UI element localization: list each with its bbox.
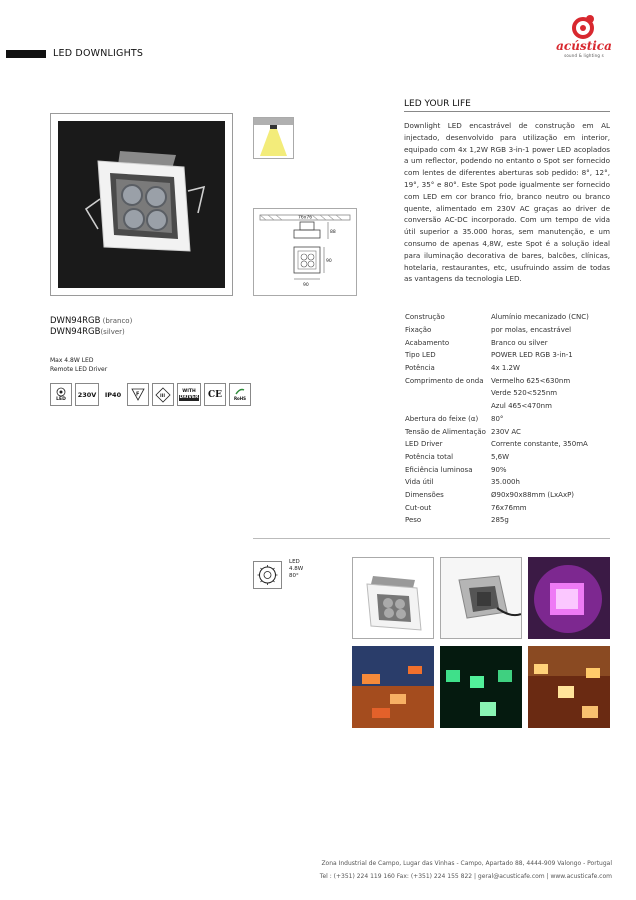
power-notes: [50, 356, 107, 374]
footer-address: Zona Industrial de Campo, Lugar das Vinhas - Campo, Apartado 88, 4444-909 Valongo - Portugal: [321, 860, 612, 867]
spec-label: Potência total: [405, 452, 454, 461]
spec-value: Corrente constante, 350mA: [491, 440, 588, 449]
spec-label: Potência: [405, 364, 435, 373]
spec-value: Branco ou silver: [491, 338, 548, 347]
model-list: [50, 316, 132, 338]
downlight-illustration: [58, 121, 225, 288]
product-photo-frame: [50, 113, 233, 296]
spec-label: Abertura do feixe (α): [405, 414, 479, 423]
spec-row: [405, 451, 610, 464]
spec-value: 80°: [491, 414, 504, 423]
led-angle-note: 80°: [289, 573, 299, 579]
spec-table: [405, 311, 610, 527]
spec-label: Acabamento: [405, 338, 450, 347]
ce-label: CE: [207, 389, 223, 400]
brand-tagline: sound & lighting s: [564, 53, 604, 58]
category-title: LED DOWNLIGHTS: [53, 48, 144, 59]
side-label: 90: [326, 259, 332, 264]
dimension-drawing: [253, 208, 357, 296]
voltage-cert-icon: [75, 383, 99, 406]
certification-row: [50, 383, 251, 406]
spec-value: 4x 1.2W: [491, 364, 520, 373]
spec-value: 285g: [491, 516, 509, 525]
spec-row: [405, 514, 610, 527]
spec-row: [405, 501, 610, 514]
spec-row: [405, 425, 610, 438]
power-note: Max 4.8W LED: [50, 357, 94, 364]
spec-value: Ø90x90x88mm (LxAxP): [491, 490, 575, 499]
with-driver-icon: [177, 383, 201, 406]
voltage-cert-label: 230V: [77, 390, 97, 399]
model-code: DWN94RGB: [50, 316, 101, 326]
model-variant: (silver): [100, 328, 125, 336]
footer-contacts: Tel : (+351) 224 119 160 Fax: (+351) 224 155 822 | geral@acusticafe.com | www.acusticafe.com: [319, 873, 612, 880]
dimension-diagram: [254, 209, 356, 295]
led-chip-icon: [253, 561, 282, 589]
spec-value: Verde 520<525nm: [491, 389, 558, 398]
f-mark-icon: [127, 383, 149, 406]
model-code: DWN94RGB: [50, 327, 101, 337]
driver-label: DRIVER: [179, 394, 199, 400]
spec-row: [405, 349, 610, 362]
rohs-icon: [229, 383, 251, 406]
gallery-photo-purple: [528, 557, 610, 639]
spec-value: 230V AC: [491, 427, 521, 436]
spec-label: Fixação: [405, 326, 432, 335]
section-title: LED YOUR LIFE: [404, 99, 471, 109]
class-iii-icon: [152, 383, 174, 406]
product-description: Downlight LED encastrável de construção em AL injectado, desenvolvido para utilização em interior, equipado com 4x 1,2W RGB 3-in-1 power LED acoplados a um reflector, podendo no entanto o Spot ser fornecido com lentes de diferentes aberturas sob pedido: 8°, 12°, 19°, 35° e 80°. Este Spot pode igualmente ser fornecido com LED em cor branco frio, branco neutro ou branco quente, alimentado em 230V AC graças ao driver de conversão AC-DC incorporado. Com um tempo de vida útil superior a 35.000 horas, sem manutenção, e um consumo de apenas 4,8W, este Spot é a solução ideal para iluminação decorativa de bares, balcões, clínicas, hotelaria, restaurantes, etc, usufruindo assim de todas as vantagens da tecnologia LED.: [404, 121, 610, 284]
model-variant: (branco): [100, 317, 133, 325]
class-label: III: [160, 393, 166, 399]
spec-value: POWER LED RGB 3-in-1: [491, 351, 573, 360]
led-cert-icon: [50, 383, 72, 406]
spec-label: Comprimento de onda: [405, 376, 484, 385]
ip-cert-label: IP40: [104, 390, 122, 399]
f-mark-label: F: [136, 391, 140, 398]
spec-row: [405, 336, 610, 349]
spec-row: [405, 374, 610, 387]
gallery-photo-warm: [528, 646, 610, 728]
spec-label: Tensão de Alimentação: [405, 427, 486, 436]
spec-row: [405, 324, 610, 337]
spec-row: [405, 387, 610, 400]
spec-value: Vermelho 625<630nm: [491, 376, 571, 385]
brand-logo: [553, 14, 615, 70]
spec-row: [405, 311, 610, 324]
height-label: 88: [330, 230, 336, 235]
spec-label: Tipo LED: [405, 351, 436, 360]
led-cert-label: LED: [56, 397, 66, 402]
spec-value: 5,6W: [491, 452, 510, 461]
width-label: 90: [303, 283, 309, 288]
spec-row: [405, 489, 610, 502]
spec-label: Peso: [405, 516, 422, 525]
spec-value: Alumínio mecanizado (CNC): [491, 313, 589, 322]
spec-value: 90%: [491, 465, 507, 474]
spec-value: por molas, encastrável: [491, 326, 572, 335]
spec-row: [405, 413, 610, 426]
led-notes: [289, 559, 303, 580]
spec-value: 76x76mm: [491, 503, 527, 512]
with-label: WITH: [182, 388, 196, 394]
section-divider: [253, 538, 610, 539]
spec-value: Azul 465<470nm: [491, 402, 552, 411]
model-item: [50, 327, 132, 338]
brand-name: acústica: [556, 39, 612, 53]
spec-label: Vida útil: [405, 478, 434, 487]
product-photo: [58, 121, 225, 288]
gallery-photo-silver: [440, 557, 522, 639]
rohs-label: RoHS: [233, 396, 247, 401]
spec-row: [405, 400, 610, 413]
logo-mark-icon: [572, 14, 596, 40]
ip-cert-icon: [102, 383, 124, 406]
spec-label: Cut-out: [405, 503, 432, 512]
gallery-photo-green: [440, 646, 522, 728]
spec-label: Dimensões: [405, 490, 444, 499]
cutout-label: 76x76: [298, 215, 313, 221]
spec-row: [405, 438, 610, 451]
section-rule: [404, 111, 610, 112]
spec-row: [405, 476, 610, 489]
beam-icon: [253, 117, 294, 159]
driver-note: Remote LED Driver: [50, 366, 108, 373]
spec-row: [405, 362, 610, 375]
led-power-note: 4.8W: [289, 566, 304, 572]
spec-row: [405, 463, 610, 476]
spec-label: LED Driver: [405, 440, 443, 449]
gallery-photo-orange: [352, 646, 434, 728]
spec-label: Construção: [405, 313, 445, 322]
header-bar: [6, 50, 46, 58]
model-item: [50, 316, 132, 327]
ce-mark-icon: [204, 383, 226, 406]
led-type-note: LED: [289, 559, 300, 565]
spec-label: Eficiência luminosa: [405, 465, 473, 474]
spec-value: 35.000h: [491, 478, 520, 487]
gallery-photo-white: [352, 557, 434, 639]
photo-gallery: [352, 557, 610, 728]
